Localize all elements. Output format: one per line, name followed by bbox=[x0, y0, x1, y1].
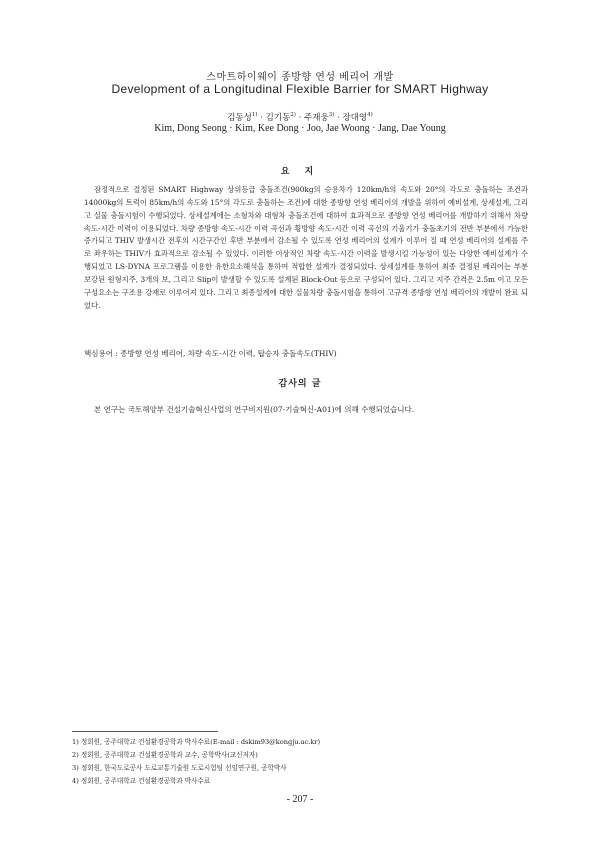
abstract-heading: 요 지 bbox=[280, 167, 320, 177]
footnote-item: 1) 정회원, 공주대학교 건설환경공학과 박사수료(E-mail : dskim93@kongju.ac.kr) bbox=[72, 738, 321, 746]
footnote-divider bbox=[72, 731, 218, 732]
authors-korean bbox=[0, 111, 600, 123]
author-separator: · bbox=[257, 113, 266, 123]
title-english: Development of a Longitudinal Flexible Barrier for SMART Highway bbox=[111, 82, 489, 96]
author-name: 주재웅 bbox=[304, 113, 329, 123]
page-number: - 207 - bbox=[286, 794, 314, 805]
author-mark: 2) bbox=[290, 112, 296, 119]
abstract-body: 잠정적으로 결정된 SMART Highway 상위등급 충돌조건(900kg의 승용차가 120km/h의 속도와 20°의 각도로 충돌하는 조건과 14000kg의 트럭이 85km/h의 속도와 15°의 각도로 충돌하는 조건)에 대한 종방향 연성 베리어의 개발을 위하여 예비설계, 상세설계, 그리고 실물 충돌시험이 수행되었다. 상세설계에는 소형차와 대형차 충돌조건에 대하여 효과적으로 종방향 연성 베리어를 개발하기 위해서 차량 속도-시간 이력이 이용되었다. 차량 종방향 속도-시간 이력 곡선과 횡방향 속도-시간 이력 곡선의 기울기가 충돌초기의 전반 부분에서 가능한 증가되고 THIV 발생시간 전후의 시간구간인 후반 부분에서 감소될 수 있도록 연성 베리어의 설계가 이루어 질 때 연성 베리어의 설계를 주로 좌우하는 THIV가 효과적으로 감소될 수 있었다. 이러한 이상적인 차량 속도-시간 이력을 발생시킬 가능성이 있는 다양한 예비설계가 수행되었고 LS-DYNA 프로그램을 이용한 유한요소해석을 통하여 적합한 설계가 결정되었다. 상세설계를 통하여 최종 결정된 베리어는 부분 보강된 원형지주, 3개의 보, 그리고 Slip이 발생할 수 있도록 설계된 Block-Out 등으로 구성되어 있다. 그리고 지주 간격은 2.5m 이고 모든 구성요소는 구조용 강재로 이루어져 있다. 그리고 최종설계에 대한 실물차량 충돌시험을 통하여 고규격 종방향 연성 베리어의 개발이 완료 되었다. bbox=[84, 185, 528, 310]
footnote-item: 2) 정회원, 공주대학교 건설환경공학과 교수, 공학박사(교신저자) bbox=[72, 750, 258, 759]
author-name: 김기동 bbox=[265, 113, 291, 123]
author-mark: 1) bbox=[251, 112, 258, 119]
acknowledgement-heading: 감사의 글 bbox=[278, 379, 322, 389]
author-name: 장대영 bbox=[342, 113, 368, 123]
keywords: 핵심용어 : 종방향 연성 베리어, 차량 속도-시간 이력, 탑승자 충돌속도(THIV) bbox=[84, 349, 337, 358]
author-mark: 4) bbox=[367, 112, 373, 119]
author-name: 김동성 bbox=[227, 113, 252, 123]
footnotes bbox=[72, 736, 532, 788]
author-separator: · bbox=[295, 113, 305, 123]
acknowledgement-body: 본 연구는 국토해양부 건설기술혁신사업의 연구비지원(07-기술혁신-A01)에 의해 수행되었습니다. bbox=[94, 405, 415, 414]
footnote-item: 3) 정회원, 한국도로공사 도로교통기술원 도로시험팀 선임연구원, 공학박사 bbox=[72, 763, 287, 772]
author-separator: · bbox=[334, 113, 343, 123]
author-mark: 3) bbox=[328, 112, 335, 119]
footnote-item: 4) 정회원, 공주대학교 건설환경공학과 박사수료 bbox=[72, 776, 211, 785]
title-korean: 스마트하이웨이 종방향 연성 베리어 개발 bbox=[206, 72, 394, 83]
authors-english: Kim, Dong Seong · Kim, Kee Dong · Joo, Jae Woong · Jang, Dae Young bbox=[154, 123, 446, 134]
